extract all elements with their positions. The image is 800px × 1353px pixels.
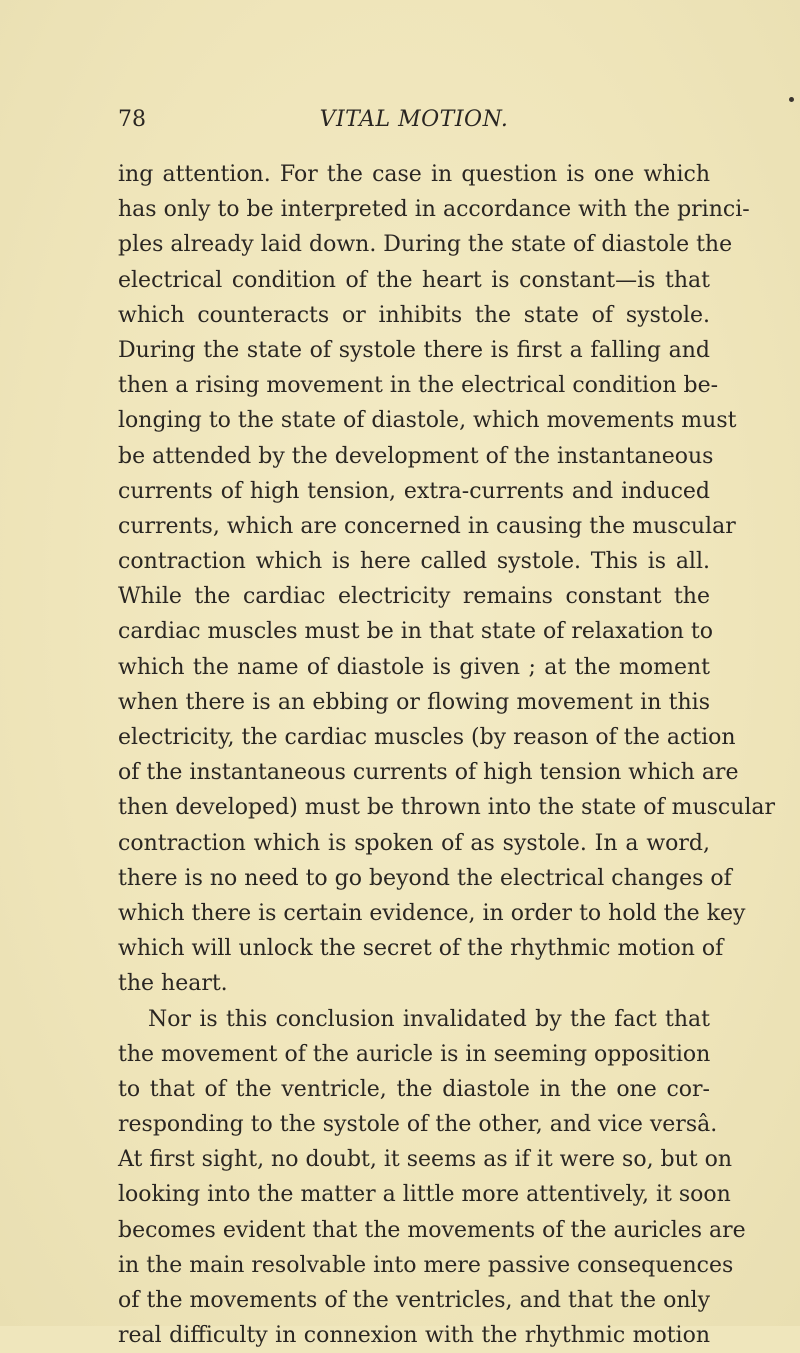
text-line: ples already laid down. During the state of diastole the xyxy=(118,232,733,258)
text-line: longing to the state of diastole, which movements must xyxy=(118,408,737,434)
edge-mark xyxy=(789,97,794,102)
text-line: of the movements of the ventricles, and that the only xyxy=(118,1288,710,1313)
text-line: to that of the ventricle, the diastole in the one cor- xyxy=(118,1076,710,1102)
paragraph-end-line: the heart. xyxy=(118,971,228,997)
running-head xyxy=(118,103,710,137)
text-line: looking into the matter a little more attentively, it soon xyxy=(118,1182,731,1208)
text-line: which there is certain evidence, in order to hold the key xyxy=(118,900,746,926)
text-line: when there is an ebbing or flowing movement in this xyxy=(118,689,710,715)
text-line: becomes evident that the movements of the auricles are xyxy=(118,1217,746,1243)
text-line: which counteracts or inhibits the state of systole. xyxy=(118,302,710,328)
text-line: in the main resolvable into mere passive consequences xyxy=(118,1252,734,1278)
text-line: ing attention. For the case in question is one which xyxy=(118,162,710,187)
text-line: has only to be interpreted in accordance with the princi- xyxy=(118,197,750,223)
text-line: be attended by the development of the instantaneous xyxy=(118,443,714,469)
text-line: currents of high tension, extra-currents and induced xyxy=(118,478,710,504)
text-line: then developed) must be thrown into the state of muscular xyxy=(118,795,776,821)
text-line: which the name of diastole is given ; at the moment xyxy=(118,654,710,680)
text-line: which will unlock the secret of the rhythmic motion of xyxy=(118,936,724,962)
text-line: then a rising movement in the electrical condition be- xyxy=(118,373,719,399)
text-line: cardiac muscles must be in that state of relaxation to xyxy=(118,619,713,645)
text-line: At first sight, no doubt, it seems as if it were so, but on xyxy=(118,1147,733,1173)
text-line: contraction which is here called systole. This is all. xyxy=(118,549,710,575)
text-line: electricity, the cardiac muscles (by reason of the action xyxy=(118,725,736,750)
text-line: During the state of systole there is first a falling and xyxy=(118,337,710,363)
text-line: there is no need to go beyond the electrical changes of xyxy=(118,865,732,891)
text-line: currents, which are concerned in causing the muscular xyxy=(118,513,736,539)
text-line: contraction which is spoken of as systole. In a word, xyxy=(118,830,710,856)
paragraph-start-line: Nor is this conclusion invalidated by the fact that xyxy=(148,1006,710,1032)
page-number: 78 xyxy=(118,107,146,132)
text-line: of the instantaneous currents of high tension which are xyxy=(118,760,739,786)
text-line: electrical condition of the heart is constant—is that xyxy=(118,267,710,293)
text-line: While the cardiac electricity remains constant the xyxy=(118,584,710,610)
text-line: responding to the systole of the other, and vice versâ. xyxy=(118,1112,718,1138)
body-text xyxy=(118,157,776,1353)
text-line: the movement of the auricle is in seeming opposition xyxy=(118,1041,711,1067)
running-title: VITAL MOTION. xyxy=(319,107,509,132)
text-line: real difficulty in connexion with the rhythmic motion xyxy=(118,1323,710,1349)
